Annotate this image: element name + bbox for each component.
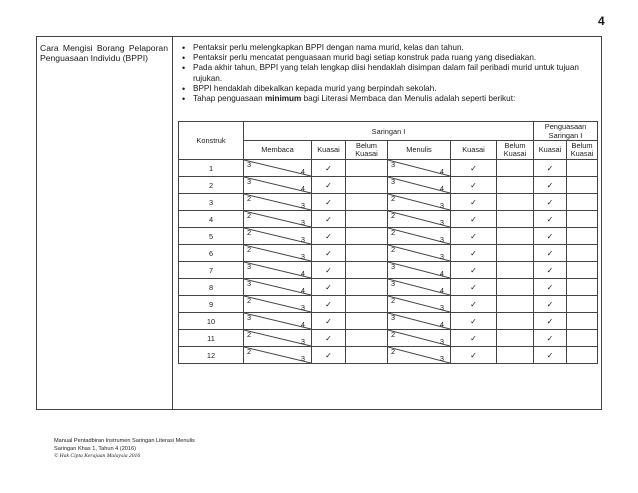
- empty-cell: [346, 347, 388, 364]
- konstruk-number: 5: [179, 228, 244, 245]
- level-numerator: 3: [391, 177, 396, 186]
- level-numerator: 2: [391, 330, 396, 339]
- menulis-level: [388, 330, 451, 347]
- level-numerator: 3: [247, 279, 252, 288]
- header-membaca: Membaca: [244, 141, 312, 160]
- membaca-level: [244, 160, 312, 177]
- check-mark-cell: ✓: [534, 228, 567, 245]
- check-mark-cell: ✓: [534, 177, 567, 194]
- empty-cell: [346, 160, 388, 177]
- check-mark-cell: ✓: [451, 177, 497, 194]
- mastery-table: [178, 121, 598, 364]
- check-mark-cell: ✓: [312, 245, 346, 262]
- table-row: [179, 228, 598, 245]
- footer-edition: Saringan Khas 1, Tahun 4 (2016): [54, 445, 136, 452]
- table-row: [179, 347, 598, 364]
- check-mark-cell: ✓: [312, 228, 346, 245]
- bullet-item: • BPPI hendaklah dibekalkan kepada murid yang berpindah sekolah.: [181, 84, 593, 94]
- menulis-level: [388, 262, 451, 279]
- menulis-level: [388, 211, 451, 228]
- check-mark-cell: ✓: [451, 347, 497, 364]
- level-numerator: 2: [247, 330, 252, 339]
- konstruk-number: 7: [179, 262, 244, 279]
- header-menulis: Menulis: [388, 141, 451, 160]
- level-numerator: 2: [247, 211, 252, 220]
- level-denominator: 3: [300, 201, 305, 210]
- level-denominator: 4: [300, 167, 305, 176]
- header-kuasai: Kuasai: [312, 141, 346, 160]
- level-numerator: 2: [247, 347, 252, 356]
- empty-cell: [346, 262, 388, 279]
- empty-cell: [497, 313, 534, 330]
- level-numerator: 3: [247, 313, 252, 322]
- check-mark-cell: ✓: [451, 313, 497, 330]
- empty-cell: [497, 330, 534, 347]
- check-mark-cell: ✓: [312, 211, 346, 228]
- header-belum-kuasai: Belum Kuasai: [497, 141, 534, 160]
- empty-cell: [346, 228, 388, 245]
- empty-cell: [497, 347, 534, 364]
- empty-cell: [567, 262, 598, 279]
- empty-cell: [346, 245, 388, 262]
- menulis-level: [388, 347, 451, 364]
- header-penguasaan: Penguasaan Saringan I: [534, 122, 598, 141]
- empty-cell: [567, 330, 598, 347]
- empty-cell: [567, 279, 598, 296]
- check-mark-cell: ✓: [451, 330, 497, 347]
- level-numerator: 3: [391, 313, 396, 322]
- check-mark-cell: ✓: [534, 262, 567, 279]
- header-belum-kuasai: Belum Kuasai: [567, 141, 598, 160]
- level-denominator: 4: [300, 184, 305, 193]
- empty-cell: [346, 313, 388, 330]
- check-mark-cell: ✓: [534, 211, 567, 228]
- level-numerator: 2: [247, 245, 252, 254]
- empty-cell: [567, 177, 598, 194]
- header-kuasai: Kuasai: [451, 141, 497, 160]
- level-denominator: 3: [439, 235, 444, 244]
- membaca-level: [244, 245, 312, 262]
- table-row: [179, 177, 598, 194]
- level-numerator: 2: [391, 211, 396, 220]
- empty-cell: [567, 313, 598, 330]
- check-mark-cell: ✓: [312, 296, 346, 313]
- table-row: [179, 245, 598, 262]
- level-numerator: 3: [247, 160, 252, 169]
- menulis-level: [388, 296, 451, 313]
- header-belum-kuasai: Belum Kuasai: [346, 141, 388, 160]
- level-numerator: 2: [391, 228, 396, 237]
- table-row: [179, 313, 598, 330]
- level-numerator: 2: [247, 228, 252, 237]
- menulis-level: [388, 228, 451, 245]
- level-numerator: 2: [247, 296, 252, 305]
- konstruk-number: 1: [179, 160, 244, 177]
- check-mark-cell: ✓: [534, 279, 567, 296]
- level-denominator: 4: [439, 167, 444, 176]
- konstruk-number: 9: [179, 296, 244, 313]
- konstruk-number: 8: [179, 279, 244, 296]
- level-denominator: 3: [300, 252, 305, 261]
- check-mark-cell: ✓: [451, 262, 497, 279]
- empty-cell: [497, 177, 534, 194]
- level-denominator: 3: [300, 218, 305, 227]
- check-mark-cell: ✓: [451, 160, 497, 177]
- check-mark-cell: ✓: [312, 262, 346, 279]
- bullet-item: • Pentaksir perlu melengkapkan BPPI dengan nama murid, kelas dan tahun.: [181, 43, 593, 53]
- empty-cell: [346, 296, 388, 313]
- check-mark-cell: ✓: [534, 330, 567, 347]
- level-denominator: 3: [439, 218, 444, 227]
- level-numerator: 3: [247, 177, 252, 186]
- bullet-item: • Pentaksir perlu mencatat penguasaan murid bagi setiap konstruk pada ruang yang disediakan.: [181, 53, 593, 63]
- page-number: 4: [598, 14, 605, 28]
- empty-cell: [346, 177, 388, 194]
- check-mark-cell: ✓: [534, 160, 567, 177]
- membaca-level: [244, 330, 312, 347]
- menulis-level: [388, 177, 451, 194]
- level-denominator: 3: [300, 235, 305, 244]
- level-numerator: 2: [391, 347, 396, 356]
- konstruk-number: 2: [179, 177, 244, 194]
- konstruk-number: 11: [179, 330, 244, 347]
- check-mark-cell: ✓: [451, 296, 497, 313]
- level-denominator: 3: [300, 354, 305, 363]
- check-mark-cell: ✓: [451, 194, 497, 211]
- header-saringan: Saringan I: [244, 122, 534, 141]
- table-row: [179, 160, 598, 177]
- empty-cell: [497, 211, 534, 228]
- level-denominator: 4: [439, 269, 444, 278]
- footer-title: Manual Pentadbiran Instrumen Saringan Literasi Menulis: [54, 438, 195, 444]
- empty-cell: [567, 228, 598, 245]
- level-numerator: 2: [391, 194, 396, 203]
- empty-cell: [497, 245, 534, 262]
- level-denominator: 3: [439, 201, 444, 210]
- minimum-emphasis: minimum: [264, 94, 302, 104]
- table-row: [179, 211, 598, 228]
- membaca-level: [244, 177, 312, 194]
- empty-cell: [497, 228, 534, 245]
- instruction-list: [181, 43, 593, 104]
- level-denominator: 4: [300, 269, 305, 278]
- empty-cell: [567, 160, 598, 177]
- empty-cell: [346, 330, 388, 347]
- empty-cell: [567, 211, 598, 228]
- table-row: [179, 194, 598, 211]
- table-row: [179, 296, 598, 313]
- check-mark-cell: ✓: [312, 330, 346, 347]
- column-divider: [172, 37, 173, 409]
- level-denominator: 4: [439, 286, 444, 295]
- level-denominator: 4: [300, 286, 305, 295]
- level-denominator: 3: [300, 337, 305, 346]
- empty-cell: [497, 296, 534, 313]
- membaca-level: [244, 262, 312, 279]
- level-denominator: 4: [300, 320, 305, 329]
- check-mark-cell: ✓: [312, 177, 346, 194]
- check-mark-cell: ✓: [451, 211, 497, 228]
- check-mark-cell: ✓: [451, 279, 497, 296]
- check-mark-cell: ✓: [312, 347, 346, 364]
- empty-cell: [346, 194, 388, 211]
- membaca-level: [244, 313, 312, 330]
- bullet-item: • Tahap penguasaan minimum bagi Literasi Membaca dan Menulis adalah seperti berikut:: [181, 94, 593, 104]
- instruction-frame: [36, 36, 602, 410]
- konstruk-number: 4: [179, 211, 244, 228]
- check-mark-cell: ✓: [312, 194, 346, 211]
- menulis-level: [388, 160, 451, 177]
- check-mark-cell: ✓: [534, 347, 567, 364]
- empty-cell: [567, 347, 598, 364]
- level-denominator: 3: [439, 303, 444, 312]
- table-row: [179, 330, 598, 347]
- check-mark-cell: ✓: [312, 279, 346, 296]
- level-numerator: 2: [391, 245, 396, 254]
- level-denominator: 3: [300, 303, 305, 312]
- section-label: Cara Mengisi Borang Pelaporan Penguasaan Individu (BPPI): [40, 43, 168, 64]
- table-row: [179, 262, 598, 279]
- menulis-level: [388, 194, 451, 211]
- membaca-level: [244, 347, 312, 364]
- level-denominator: 3: [439, 252, 444, 261]
- check-mark-cell: ✓: [451, 245, 497, 262]
- konstruk-number: 12: [179, 347, 244, 364]
- empty-cell: [567, 245, 598, 262]
- check-mark-cell: ✓: [312, 160, 346, 177]
- level-denominator: 4: [439, 184, 444, 193]
- membaca-level: [244, 296, 312, 313]
- membaca-level: [244, 228, 312, 245]
- check-mark-cell: ✓: [534, 245, 567, 262]
- level-numerator: 3: [247, 262, 252, 271]
- footer-copyright: © Hak Cipta Kerajaan Malaysia 2016: [54, 453, 141, 460]
- membaca-level: [244, 211, 312, 228]
- level-numerator: 3: [391, 160, 396, 169]
- menulis-level: [388, 279, 451, 296]
- level-denominator: 3: [439, 354, 444, 363]
- check-mark-cell: ✓: [534, 296, 567, 313]
- membaca-level: [244, 194, 312, 211]
- empty-cell: [346, 211, 388, 228]
- check-mark-cell: ✓: [534, 313, 567, 330]
- level-numerator: 2: [391, 296, 396, 305]
- membaca-level: [244, 279, 312, 296]
- empty-cell: [497, 279, 534, 296]
- header-kuasai: Kuasai: [534, 141, 567, 160]
- level-denominator: 4: [439, 320, 444, 329]
- empty-cell: [567, 194, 598, 211]
- menulis-level: [388, 245, 451, 262]
- check-mark-cell: ✓: [534, 194, 567, 211]
- menulis-level: [388, 313, 451, 330]
- empty-cell: [497, 194, 534, 211]
- konstruk-number: 10: [179, 313, 244, 330]
- footer: [54, 438, 195, 461]
- header-konstruk: Konstruk: [179, 122, 244, 160]
- level-numerator: 3: [391, 262, 396, 271]
- level-denominator: 3: [439, 337, 444, 346]
- empty-cell: [567, 296, 598, 313]
- bullet-item: • Pada akhir tahun, BPPI yang telah lengkap diisi hendaklah disimpan dalam fail peribadi murid untuk tujuan rujukan.: [181, 63, 593, 83]
- empty-cell: [346, 279, 388, 296]
- check-mark-cell: ✓: [312, 313, 346, 330]
- konstruk-number: 3: [179, 194, 244, 211]
- check-mark-cell: ✓: [451, 228, 497, 245]
- level-numerator: 2: [247, 194, 252, 203]
- konstruk-number: 6: [179, 245, 244, 262]
- table-row: [179, 279, 598, 296]
- empty-cell: [497, 262, 534, 279]
- level-numerator: 3: [391, 279, 396, 288]
- empty-cell: [497, 160, 534, 177]
